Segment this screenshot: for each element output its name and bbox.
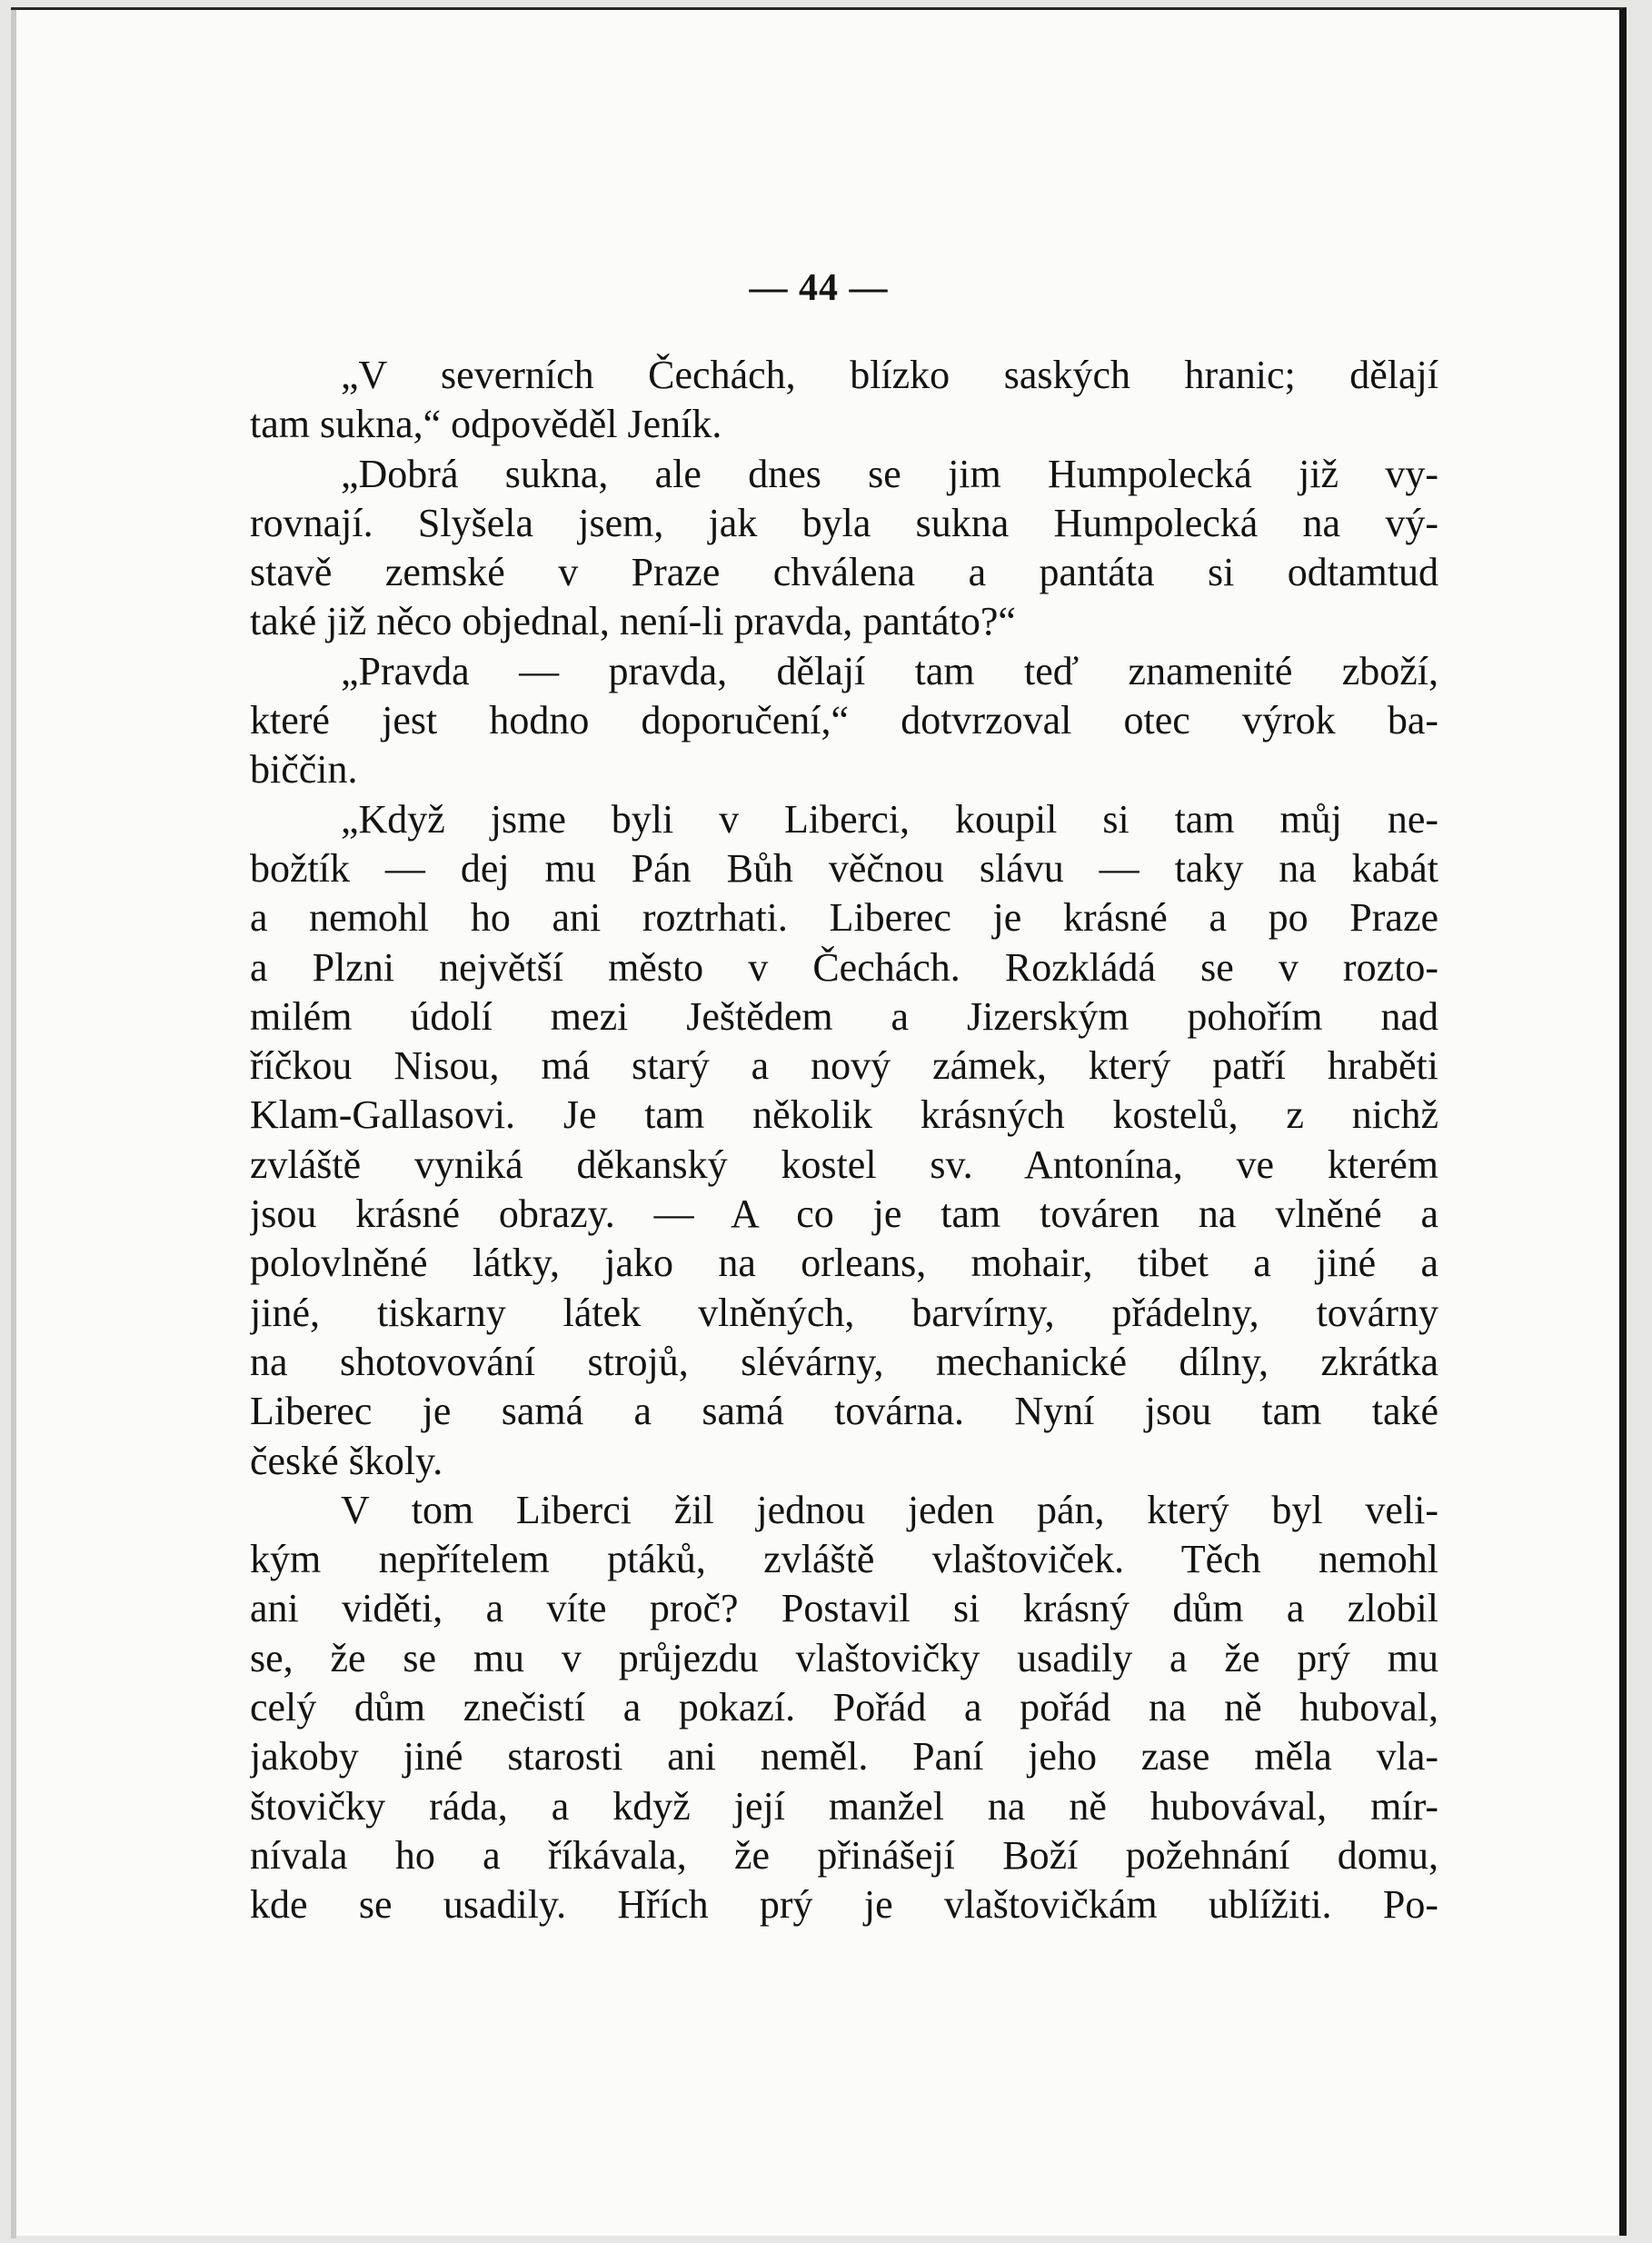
page-number: — 44 — [749,267,889,309]
text-line: „V severních Čechách, blízko saských hranic; dělají [341,353,1438,397]
text-line: milém údolí mezi Ještědem a Jizerským pohořím nad [250,993,1438,1039]
book-page [11,7,1627,2236]
text-line: polovlněné látky, jako na orleans, mohair, tibet a jiné a [250,1241,1438,1286]
text-line: a Plzni největší město v Čechách. Rozkládá se v rozto- [250,944,1438,990]
page-edge-shadow [11,10,16,2238]
text-line: jakoby jiné starosti ani neměl. Paní jeho zase měla vla- [250,1734,1438,1779]
text-line: Liberec je samá a samá továrna. Nyní jsou tam také [250,1389,1438,1434]
text-line: které jest hodno doporučení,“ dotvrzoval otec výrok ba- [250,698,1438,743]
text-line: stavě zemské v Praze chválena a pantáta si odtamtud [250,550,1438,595]
text-line: rovnají. Slyšela jsem, jak byla sukna Humpolecká na vý- [250,500,1438,545]
text-line: Klam-Gallasovi. Je tam několik krásných kostelů, z nichž [250,1092,1438,1138]
text-line: také již něco objednal, není-li pravda, pantáto?“ [250,599,1016,644]
text-line: jsou krásné obrazy. — A co je tam továren na vlněné a [250,1191,1438,1237]
text-line: české školy. [250,1438,443,1483]
text-line: a nemohl ho ani roztrhati. Liberec je krásné a po Praze [250,895,1438,941]
text-line: „Dobrá sukna, ale dnes se jim Humpolecká již vy- [341,451,1438,496]
text-line: kým nepřítelem ptáků, zvláště vlaštoviček. Těch nemohl [250,1537,1438,1582]
text-line: V tom Liberci žil jednou jeden pán, který byl veli- [341,1487,1438,1532]
text-line: se, že se mu v průjezdu vlaštovičky usadily a že prý mu [250,1635,1438,1680]
text-line: zvláště vyniká děkanský kostel sv. Antonína, ve kterém [250,1141,1438,1187]
text-line: „Když jsme byli v Liberci, koupil si tam můj ne- [341,796,1438,842]
text-line: tam sukna,“ odpověděl Jeník. [250,402,722,447]
body-text [250,351,1438,1930]
text-line: nívala ho a říkávala, že přinášejí Boží požehnání domu, [250,1832,1438,1878]
text-line: celý dům znečistí a pokazí. Pořád a pořád na ně huboval, [250,1685,1438,1730]
text-line: biččin. [250,747,358,793]
text-line: božtík — dej mu Pán Bůh věčnou slávu — taky na kabát [250,845,1438,891]
text-line: kde se usadily. Hřích prý je vlaštovičkám ublížiti. Po- [250,1882,1438,1928]
text-line: říčkou Nisou, má starý a nový zámek, který patří hraběti [250,1043,1438,1089]
text-line: štovičky ráda, a když její manžel na ně hubovával, mír- [250,1783,1438,1829]
text-line: jiné, tiskarny látek vlněných, barvírny, přádelny, továrny [250,1290,1438,1335]
text-line: „Pravda — pravda, dělají tam teď znamenité zboží, [341,648,1438,693]
text-line: na shotovování strojů, slévárny, mechanické dílny, zkrátka [250,1339,1438,1384]
text-line: ani viděti, a víte proč? Postavil si krásný dům a zlobil [250,1586,1438,1631]
